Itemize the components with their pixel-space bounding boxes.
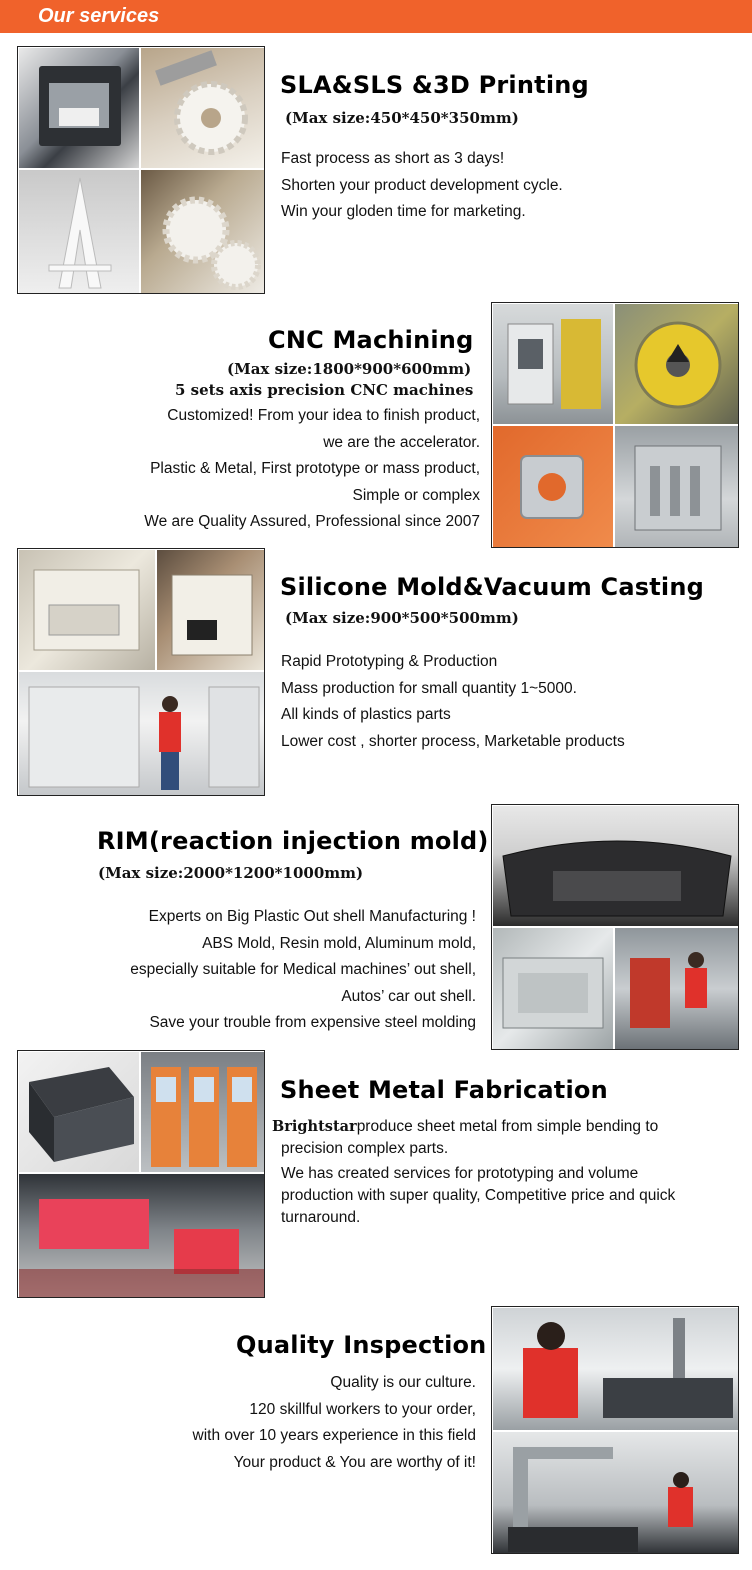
sla-title: SLA&SLS &3D Printing: [280, 71, 589, 99]
inspector-icon: [493, 1308, 739, 1431]
silicone-line: Mass production for small quantity 1~5000.: [281, 679, 577, 697]
sheet-metal-intro-rest: produce sheet metal from simple bending to: [356, 1118, 659, 1135]
silicone-line: Rapid Prototyping & Production: [281, 653, 498, 670]
quality-line: with over 10 years experience in this field: [192, 1427, 476, 1444]
quality-line: 120 skillful workers to your order,: [249, 1400, 476, 1418]
quality-line: Your product & You are worthy of it!: [233, 1453, 476, 1471]
inspector-photo: [492, 1307, 739, 1431]
quality-description: [60, 1370, 476, 1476]
quality-photo-collage: [491, 1306, 739, 1554]
rim-line: ABS Mold, Resin mold, Aluminum mold,: [202, 934, 476, 952]
silicone-line: All kinds of plastics parts: [281, 706, 451, 723]
cnc-line: we are the accelerator.: [323, 433, 480, 451]
rim-line: Experts on Big Plastic Out shell Manufacturing !: [148, 908, 476, 925]
cnc-line: We are Quality Assured, Professional since 2007: [144, 513, 480, 530]
quality-title: Quality Inspection: [236, 1331, 487, 1359]
sheet-metal-title: Sheet Metal Fabrication: [280, 1076, 608, 1104]
silicone-title: Silicone Mold&Vacuum Casting: [280, 573, 704, 601]
sheet-metal-intro-line2: precision complex parts.: [281, 1140, 449, 1157]
silicone-line: Lower cost , shorter process, Marketable products: [281, 732, 625, 750]
brand-name: Brightstar: [272, 1118, 357, 1135]
sheet-metal-line: turnaround.: [281, 1209, 361, 1226]
header-title: Our services: [38, 5, 160, 27]
sla-subtitle: (Max size:450*450*350mm): [285, 109, 519, 127]
rim-line: especially suitable for Medical machines’ out shell,: [130, 961, 476, 978]
sla-line: Fast process as short as 3 days!: [281, 150, 505, 167]
rim-line: Autos’ car out shell.: [341, 987, 476, 1005]
sheet-metal-line: production with super quality, Competitive price and quick: [281, 1187, 676, 1204]
cnc-subtitle-machines: 5 sets axis precision CNC machines: [175, 381, 474, 399]
cnc-subtitle: (Max size:1800*900*600mm): [227, 360, 472, 378]
cnc-line: Simple or complex: [352, 486, 480, 504]
quality-line: Quality is our culture.: [330, 1374, 476, 1391]
rim-line: Save your trouble from expensive steel molding: [149, 1014, 476, 1031]
cmm-machine-photo: [492, 1431, 739, 1554]
silicone-subtitle: (Max size:900*500*500mm): [285, 609, 519, 627]
cnc-title: CNC Machining: [268, 326, 474, 354]
rim-subtitle: (Max size:2000*1200*1000mm): [98, 864, 364, 882]
cnc-line: Plastic & Metal, First prototype or mass product,: [150, 460, 480, 477]
sla-line: Shorten your product development cycle.: [281, 176, 563, 194]
sheet-metal-line: We has created services for prototyping and volume: [281, 1165, 639, 1182]
rim-title: RIM(reaction injection mold): [97, 827, 489, 855]
cmm-icon: [493, 1432, 739, 1554]
cnc-line: Customized! From your idea to finish product,: [167, 407, 480, 424]
sla-line: Win your gloden time for marketing.: [281, 203, 526, 220]
